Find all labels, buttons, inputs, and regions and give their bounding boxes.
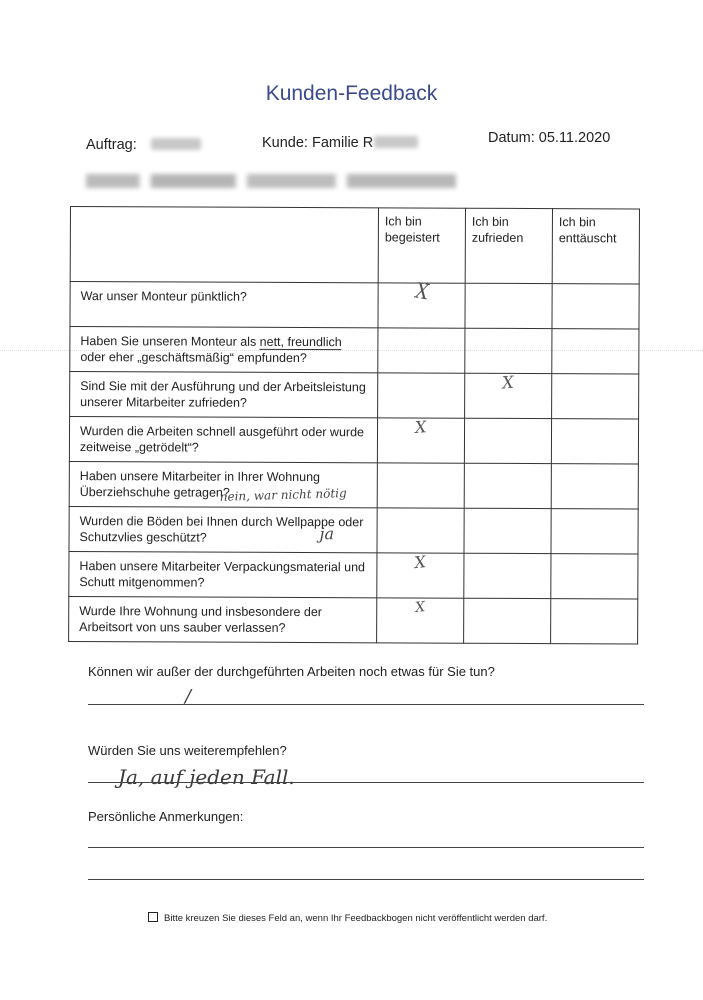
handwritten-cross-mark: X [501,372,515,393]
answer-cell-zufrieden[interactable] [464,508,551,553]
handwritten-note: nein, war nicht nötig [219,485,347,504]
answer-cell-enttaeuscht[interactable] [551,419,638,464]
table-row [69,506,638,553]
handwritten-cross-mark: X [413,552,428,573]
answer-cell-enttaeuscht[interactable] [552,284,639,329]
feedback-table [68,206,640,644]
answer-cell-enttaeuscht[interactable] [551,509,638,554]
question-cell: Wurde Ihre Wohnung und insbesondere der Arbeitsort von uns sauber verlassen? [69,596,377,642]
answer-line[interactable] [88,879,644,880]
table-row [69,551,638,598]
answer-cell-enttaeuscht[interactable] [551,554,638,599]
handwritten-underlined-text: nett, freundlich [259,334,342,350]
question-cell: War unser Monteur pünktlich? [70,282,378,328]
customer-field [262,135,418,151]
question-cell [70,327,378,373]
column-header-zufrieden: Ich bin zufrieden [465,208,552,283]
question-text: Haben unsere Mitarbeiter in Ihrer Wohnung Überziehschuhe getragen? [79,469,321,500]
answer-cell-begeistert[interactable] [377,418,464,463]
question-extra-services: Können wir außer der durchgeführten Arbeiten noch etwas für Sie tun? [88,664,495,679]
answer-cell-zufrieden[interactable] [465,283,552,328]
address-redacted [86,174,456,188]
answer-cell-begeistert[interactable] [378,328,465,373]
consent-text: Bitte kreuzen Sie dieses Feld an, wenn Ihr Feedbackbogen nicht veröffentlicht werden darf. [164,913,548,924]
answer-cell-enttaeuscht[interactable] [551,464,638,509]
answer-cell-enttaeuscht[interactable] [552,329,639,374]
table-row [70,327,639,374]
answer-line[interactable] [88,847,644,848]
column-header-enttaeuscht: Ich bin enttäuscht [552,209,639,284]
table-row [69,596,638,643]
table-row [69,417,638,464]
table-header-row [70,207,639,284]
order-field [86,137,201,153]
question-text: Wurden die Böden bei Ihnen durch Wellpappe oder Schutzvlies geschützt? [79,514,364,545]
question-cell: Sind Sie mit der Ausführung und der Arbeitsleistung unserer Mitarbeiter zufrieden? [70,372,378,418]
answer-cell-zufrieden[interactable] [464,418,551,463]
table-row [70,372,639,419]
consent-checkbox[interactable] [148,912,158,922]
answer-cell-zufrieden[interactable] [465,328,552,373]
column-header-begeistert: Ich bin begeistert [378,208,465,283]
answer-line[interactable] [88,782,644,783]
handwritten-cross-mark: X [413,278,430,306]
handwritten-answer-recommend: Ja, auf jeden Fall. [118,765,295,789]
handwritten-cross-mark: X [414,417,428,437]
table-row [70,282,639,329]
handwritten-note: ja [319,524,335,544]
answer-cell-begeistert[interactable] [377,553,464,598]
question-header-cell [70,207,378,283]
answer-cell-begeistert[interactable] [377,463,464,508]
answer-line[interactable] [88,704,644,705]
customer-value: Familie R [312,135,374,151]
publication-consent [148,912,547,924]
question-cell: Wurden die Arbeiten schnell ausgeführt oder wurde zeitweise „getrödelt“? [69,417,377,463]
customer-name-redacted [374,136,418,148]
customer-label: Kunde: [262,135,308,151]
question-recommend: Würden Sie uns weiterempfehlen? [88,743,287,758]
date-value: 05.11.2020 [538,130,611,146]
question-cell [69,461,377,507]
answer-cell-zufrieden[interactable] [465,373,552,418]
answer-cell-begeistert[interactable] [378,278,465,328]
question-cell [69,506,377,552]
answer-cell-zufrieden[interactable] [464,553,551,598]
date-label: Datum: [488,130,535,146]
answer-cell-zufrieden[interactable] [464,598,551,643]
question-cell: Haben unsere Mitarbeiter Verpackungsmaterial und Schutt mitgenommen? [69,551,377,597]
form-title: Kunden-Feedback [265,82,438,105]
answer-cell-enttaeuscht[interactable] [552,374,639,419]
handwritten-answer-extra-services: / [185,686,192,707]
question-text-part: oder eher „geschäftsmäßig“ empfunden? [80,350,307,366]
answer-cell-begeistert[interactable] [377,598,464,643]
answer-cell-begeistert[interactable] [378,373,465,418]
order-label: Auftrag: [86,137,137,153]
handwritten-cross-mark: X [414,599,427,616]
answer-cell-enttaeuscht[interactable] [551,599,638,644]
question-text-part: Haben Sie unseren Monteur als [80,334,260,349]
question-personal-notes: Persönliche Anmerkungen: [88,809,244,824]
order-number-redacted [151,138,201,150]
answer-cell-zufrieden[interactable] [464,463,551,508]
answer-cell-begeistert[interactable] [377,508,464,553]
table-row [69,461,638,508]
date-field [488,130,610,146]
